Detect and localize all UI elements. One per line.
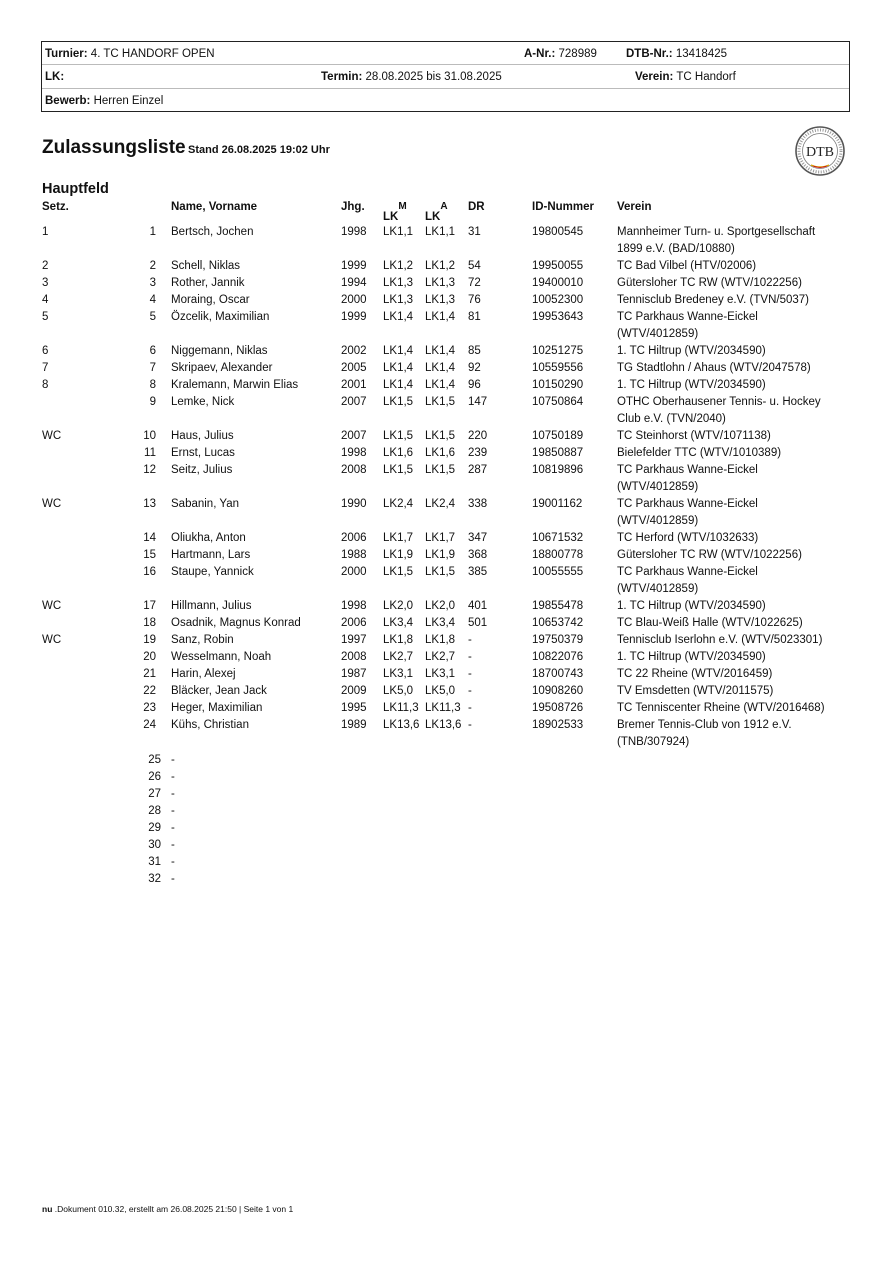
termin-field bbox=[321, 70, 502, 84]
cell-nr: 3 bbox=[149, 277, 156, 289]
cell-name: Lemke, Nick bbox=[171, 396, 235, 408]
cell-verein: Gütersloher TC RW (WTV/1022256) bbox=[617, 549, 802, 561]
cell-dr: 92 bbox=[468, 362, 481, 374]
cell-nr: 21 bbox=[143, 668, 156, 680]
cell-dr: 76 bbox=[468, 294, 481, 306]
cell-name: Hillmann, Julius bbox=[171, 600, 252, 612]
cell-lka: LK5,0 bbox=[425, 685, 456, 697]
cell-id: 18800778 bbox=[532, 549, 584, 561]
cell-id: 10671532 bbox=[532, 532, 584, 544]
cell-lka: LK1,5 bbox=[425, 464, 456, 476]
cell-name: Wesselmann, Noah bbox=[171, 651, 272, 663]
slot-placeholder: - bbox=[171, 805, 175, 817]
cell-name: Moraing, Oscar bbox=[171, 294, 250, 306]
cell-jhg: 2001 bbox=[341, 379, 367, 391]
col-header-dr: DR bbox=[468, 201, 485, 213]
cell-jhg: 2005 bbox=[341, 362, 367, 374]
cell-setz: 3 bbox=[42, 277, 49, 289]
cell-verein: TG Stadtlohn / Ahaus (WTV/2047578) bbox=[617, 362, 811, 374]
cell-lka: LK1,5 bbox=[425, 430, 456, 442]
lka-sup: A bbox=[440, 201, 448, 212]
cell-id: 19800545 bbox=[532, 226, 584, 238]
cell-dr: 385 bbox=[468, 566, 488, 578]
cell-jhg: 1989 bbox=[341, 719, 367, 731]
cell-verein: TV Emsdetten (WTV/2011575) bbox=[617, 685, 774, 697]
cell-lka: LK11,3 bbox=[425, 702, 461, 714]
cell-nr: 8 bbox=[149, 379, 156, 391]
cell-id: 10908260 bbox=[532, 685, 584, 697]
cell-lkm: LK2,0 bbox=[383, 600, 414, 612]
cell-nr: 2 bbox=[149, 260, 156, 272]
cell-dr: 368 bbox=[468, 549, 488, 561]
cell-jhg: 2002 bbox=[341, 345, 367, 357]
cell-dr: 401 bbox=[468, 600, 488, 612]
cell-verein: Tennisclub Iserlohn e.V. (WTV/5023301) bbox=[617, 634, 823, 646]
cell-dr: 347 bbox=[468, 532, 488, 544]
cell-setz: WC bbox=[42, 634, 62, 646]
cell-name: Özcelik, Maximilian bbox=[171, 311, 270, 323]
cell-nr: 23 bbox=[143, 702, 156, 714]
cell-name: Rother, Jannik bbox=[171, 277, 245, 289]
cell-setz: 6 bbox=[42, 345, 49, 357]
cell-lka: LK2,7 bbox=[425, 651, 456, 663]
cell-lkm: LK1,2 bbox=[383, 260, 414, 272]
turnier-value: 4. TC HANDORF OPEN bbox=[90, 48, 215, 60]
footer bbox=[42, 1204, 293, 1214]
cell-setz: 2 bbox=[42, 260, 49, 272]
cell-name: Haus, Julius bbox=[171, 430, 234, 442]
cell-id: 18700743 bbox=[532, 668, 584, 680]
cell-id: 19400010 bbox=[532, 277, 584, 289]
cell-setz: WC bbox=[42, 600, 62, 612]
cell-lkm: LK1,3 bbox=[383, 277, 414, 289]
slot-placeholder: - bbox=[171, 856, 175, 868]
cell-dr: - bbox=[468, 685, 472, 697]
cell-name: Ernst, Lucas bbox=[171, 447, 235, 459]
cell-verein: TC Parkhaus Wanne-Eickel bbox=[617, 566, 758, 578]
cell-nr: 4 bbox=[149, 294, 156, 306]
cell-lka: LK1,2 bbox=[425, 260, 456, 272]
lkm-sup: M bbox=[398, 201, 407, 212]
bewerb-field bbox=[45, 94, 163, 108]
cell-lka: LK1,1 bbox=[425, 226, 456, 238]
cell-name: Heger, Maximilian bbox=[171, 702, 263, 714]
cell-jhg: 2009 bbox=[341, 685, 367, 697]
cell-lkm: LK1,4 bbox=[383, 311, 414, 323]
cell-lka: LK1,4 bbox=[425, 362, 456, 374]
cell-setz: 4 bbox=[42, 294, 49, 306]
cell-lka: LK1,3 bbox=[425, 277, 456, 289]
slot-nr: 28 bbox=[148, 805, 161, 817]
cell-verein-line2: (WTV/4012859) bbox=[617, 328, 699, 340]
cell-jhg: 1987 bbox=[341, 668, 367, 680]
cell-nr: 6 bbox=[149, 345, 156, 357]
cell-dr: 287 bbox=[468, 464, 488, 476]
cell-lka: LK3,4 bbox=[425, 617, 456, 629]
cell-dr: - bbox=[468, 668, 472, 680]
cell-verein: 1. TC Hiltrup (WTV/2034590) bbox=[617, 379, 766, 391]
cell-setz: 1 bbox=[42, 226, 49, 238]
cell-lkm: LK2,4 bbox=[383, 498, 414, 510]
cell-id: 10052300 bbox=[532, 294, 584, 306]
cell-setz: WC bbox=[42, 498, 62, 510]
col-header-id: ID-Nummer bbox=[532, 201, 594, 213]
cell-lka: LK13,6 bbox=[425, 719, 462, 731]
cell-jhg: 1988 bbox=[341, 549, 367, 561]
cell-id: 19001162 bbox=[532, 498, 583, 510]
cell-name: Staupe, Yannick bbox=[171, 566, 254, 578]
cell-lkm: LK1,4 bbox=[383, 362, 414, 374]
cell-lkm: LK1,8 bbox=[383, 634, 414, 646]
cell-nr: 9 bbox=[149, 396, 156, 408]
cell-jhg: 1994 bbox=[341, 277, 367, 289]
cell-verein: TC Parkhaus Wanne-Eickel bbox=[617, 498, 758, 510]
cell-name: Hartmann, Lars bbox=[171, 549, 251, 561]
slot-nr: 25 bbox=[148, 754, 161, 766]
cell-nr: 24 bbox=[143, 719, 156, 731]
slot-nr: 31 bbox=[148, 856, 161, 868]
cell-lka: LK1,5 bbox=[425, 566, 456, 578]
cell-nr: 20 bbox=[143, 651, 156, 663]
cell-name: Skripaev, Alexander bbox=[171, 362, 273, 374]
cell-id: 10251275 bbox=[532, 345, 584, 357]
lk-label: LK: bbox=[45, 71, 65, 83]
cell-jhg: 2006 bbox=[341, 532, 367, 544]
cell-jhg: 1999 bbox=[341, 260, 367, 272]
cell-verein: Tennisclub Bredeney e.V. (TVN/5037) bbox=[617, 294, 809, 306]
turnier-label: Turnier: bbox=[45, 48, 88, 60]
footer-brand: nu bbox=[42, 1204, 53, 1214]
anr-value: 728989 bbox=[558, 48, 597, 60]
cell-lkm: LK3,1 bbox=[383, 668, 414, 680]
cell-name: Kühs, Christian bbox=[171, 719, 249, 731]
cell-id: 10055555 bbox=[532, 566, 584, 578]
col-header-verein: Verein bbox=[617, 201, 652, 213]
cell-lka: LK1,6 bbox=[425, 447, 456, 459]
cell-nr: 14 bbox=[143, 532, 156, 544]
cell-id: 10559556 bbox=[532, 362, 584, 374]
cell-verein: TC Parkhaus Wanne-Eickel bbox=[617, 311, 758, 323]
cell-verein: Bielefelder TTC (WTV/1010389) bbox=[617, 447, 782, 459]
cell-dr: 96 bbox=[468, 379, 481, 391]
slot-placeholder: - bbox=[171, 788, 175, 800]
cell-name: Oliukha, Anton bbox=[171, 532, 246, 544]
col-header-jhg: Jhg. bbox=[341, 201, 365, 213]
cell-lkm: LK11,3 bbox=[383, 702, 419, 714]
header-divider bbox=[42, 64, 849, 65]
cell-lkm: LK3,4 bbox=[383, 617, 414, 629]
col-header-name: Name, Vorname bbox=[171, 201, 258, 213]
cell-jhg: 1990 bbox=[341, 498, 367, 510]
cell-name: Bläcker, Jean Jack bbox=[171, 685, 267, 697]
slot-placeholder: - bbox=[171, 771, 175, 783]
header-divider bbox=[42, 88, 849, 89]
cell-name: Kralemann, Marwin Elias bbox=[171, 379, 299, 391]
cell-lkm: LK1,5 bbox=[383, 464, 414, 476]
cell-nr: 17 bbox=[143, 600, 156, 612]
page-title: Zulassungsliste bbox=[42, 137, 186, 158]
cell-dr: - bbox=[468, 651, 472, 663]
cell-lka: LK1,9 bbox=[425, 549, 456, 561]
slot-placeholder: - bbox=[171, 873, 175, 885]
cell-verein: 1. TC Hiltrup (WTV/2034590) bbox=[617, 345, 766, 357]
cell-jhg: 1997 bbox=[341, 634, 367, 646]
lk-field bbox=[45, 70, 64, 84]
cell-lka: LK1,5 bbox=[425, 396, 456, 408]
cell-lkm: LK1,4 bbox=[383, 345, 414, 357]
cell-id: 19750379 bbox=[532, 634, 584, 646]
cell-id: 10150290 bbox=[532, 379, 584, 391]
verein-value: TC Handorf bbox=[676, 71, 736, 83]
cell-lka: LK1,4 bbox=[425, 345, 456, 357]
cell-verein: TC Steinhorst (WTV/1071138) bbox=[617, 430, 771, 442]
slot-nr: 26 bbox=[148, 771, 161, 783]
cell-lka: LK2,4 bbox=[425, 498, 456, 510]
cell-nr: 12 bbox=[143, 464, 156, 476]
cell-name: Osadnik, Magnus Konrad bbox=[171, 617, 301, 629]
cell-verein: Gütersloher TC RW (WTV/1022256) bbox=[617, 277, 802, 289]
cell-verein: TC Herford (WTV/1032633) bbox=[617, 532, 759, 544]
cell-lkm: LK1,7 bbox=[383, 532, 414, 544]
cell-verein: Bremer Tennis-Club von 1912 e.V. bbox=[617, 719, 792, 731]
cell-dr: 338 bbox=[468, 498, 488, 510]
cell-id: 19953643 bbox=[532, 311, 584, 323]
cell-lkm: LK1,5 bbox=[383, 430, 414, 442]
dtb-logo-text: DTB bbox=[806, 145, 834, 160]
turnier-field bbox=[45, 47, 215, 61]
cell-nr: 1 bbox=[149, 226, 156, 238]
cell-nr: 13 bbox=[143, 498, 156, 510]
termin-label: Termin: bbox=[321, 71, 363, 83]
cell-dr: 54 bbox=[468, 260, 481, 272]
cell-jhg: 2007 bbox=[341, 396, 367, 408]
bewerb-value: Herren Einzel bbox=[93, 95, 164, 107]
cell-verein-line2: 1899 e.V. (BAD/10880) bbox=[617, 243, 735, 255]
cell-jhg: 1999 bbox=[341, 311, 367, 323]
cell-verein-line2: (WTV/4012859) bbox=[617, 481, 699, 493]
cell-setz: 5 bbox=[42, 311, 49, 323]
cell-lkm: LK13,6 bbox=[383, 719, 420, 731]
verein-field bbox=[635, 70, 736, 84]
cell-id: 19855478 bbox=[532, 600, 584, 612]
cell-name: Seitz, Julius bbox=[171, 464, 233, 476]
cell-verein: Mannheimer Turn- u. Sportgesellschaft bbox=[617, 226, 816, 238]
cell-lka: LK1,7 bbox=[425, 532, 456, 544]
termin-value: 28.08.2025 bis 31.08.2025 bbox=[365, 71, 502, 83]
cell-lkm: LK1,5 bbox=[383, 566, 414, 578]
cell-dr: 85 bbox=[468, 345, 481, 357]
cell-lka: LK2,0 bbox=[425, 600, 456, 612]
cell-lkm: LK2,7 bbox=[383, 651, 414, 663]
cell-lkm: LK1,1 bbox=[383, 226, 414, 238]
cell-id: 18902533 bbox=[532, 719, 584, 731]
cell-name: Sanz, Robin bbox=[171, 634, 234, 646]
col-header-lka bbox=[425, 201, 448, 223]
cell-setz: 8 bbox=[42, 379, 49, 391]
bewerb-label: Bewerb: bbox=[45, 95, 91, 107]
anr-field bbox=[524, 47, 597, 61]
cell-verein: TC Parkhaus Wanne-Eickel bbox=[617, 464, 758, 476]
cell-id: 10653742 bbox=[532, 617, 584, 629]
cell-lkm: LK5,0 bbox=[383, 685, 414, 697]
cell-lka: LK1,4 bbox=[425, 311, 456, 323]
cell-verein: TC Bad Vilbel (HTV/02006) bbox=[617, 260, 757, 272]
cell-verein: 1. TC Hiltrup (WTV/2034590) bbox=[617, 600, 766, 612]
cell-jhg: 1998 bbox=[341, 600, 367, 612]
cell-dr: 31 bbox=[468, 226, 481, 238]
cell-lkm: LK1,6 bbox=[383, 447, 414, 459]
cell-name: Schell, Niklas bbox=[171, 260, 241, 272]
cell-jhg: 2000 bbox=[341, 566, 367, 578]
slot-nr: 32 bbox=[148, 873, 161, 885]
cell-jhg: 2008 bbox=[341, 651, 367, 663]
cell-id: 19950055 bbox=[532, 260, 584, 272]
cell-lka: LK1,8 bbox=[425, 634, 456, 646]
lka-label: LK bbox=[425, 211, 441, 223]
cell-id: 10822076 bbox=[532, 651, 584, 663]
stand-timestamp: Stand 26.08.2025 19:02 Uhr bbox=[188, 144, 330, 156]
cell-verein: OTHC Oberhausener Tennis- u. Hockey bbox=[617, 396, 821, 408]
cell-nr: 19 bbox=[143, 634, 156, 646]
cell-name: Harin, Alexej bbox=[171, 668, 236, 680]
cell-dr: - bbox=[468, 702, 472, 714]
cell-lkm: LK1,5 bbox=[383, 396, 414, 408]
cell-id: 19850887 bbox=[532, 447, 584, 459]
cell-jhg: 1998 bbox=[341, 226, 367, 238]
dtbnr-label: DTB-Nr.: bbox=[626, 48, 673, 60]
cell-lkm: LK1,9 bbox=[383, 549, 414, 561]
cell-name: Niggemann, Niklas bbox=[171, 345, 268, 357]
slot-placeholder: - bbox=[171, 822, 175, 834]
cell-name: Sabanin, Yan bbox=[171, 498, 239, 510]
footer-text: .Dokument 010.32, erstellt am 26.08.2025 21:50 | Seite 1 von 1 bbox=[52, 1204, 294, 1214]
cell-lka: LK3,1 bbox=[425, 668, 456, 680]
cell-dr: 501 bbox=[468, 617, 488, 629]
cell-setz: 7 bbox=[42, 362, 49, 374]
cell-jhg: 2006 bbox=[341, 617, 367, 629]
dtb-logo-icon bbox=[787, 125, 853, 177]
cell-verein-line2: (TNB/307924) bbox=[617, 736, 690, 748]
col-header-setz: Setz. bbox=[42, 201, 69, 213]
cell-nr: 16 bbox=[143, 566, 156, 578]
cell-dr: - bbox=[468, 719, 472, 731]
cell-verein: TC Blau-Weiß Halle (WTV/1022625) bbox=[617, 617, 803, 629]
cell-nr: 15 bbox=[143, 549, 156, 561]
cell-dr: 239 bbox=[468, 447, 488, 459]
dtbnr-value: 13418425 bbox=[675, 48, 728, 60]
slot-nr: 29 bbox=[148, 822, 161, 834]
cell-nr: 5 bbox=[149, 311, 156, 323]
col-header-lkm bbox=[383, 201, 407, 223]
cell-jhg: 1995 bbox=[341, 702, 367, 714]
cell-verein-line2: Club e.V. (TVN/2040) bbox=[617, 413, 726, 425]
cell-dr: 220 bbox=[468, 430, 488, 442]
cell-dr: - bbox=[468, 634, 472, 646]
slot-nr: 27 bbox=[148, 788, 161, 800]
cell-verein: TC 22 Rheine (WTV/2016459) bbox=[617, 668, 773, 680]
slot-placeholder: - bbox=[171, 754, 175, 766]
cell-nr: 7 bbox=[149, 362, 156, 374]
cell-verein-line2: (WTV/4012859) bbox=[617, 583, 699, 595]
cell-id: 19508726 bbox=[532, 702, 584, 714]
cell-verein: TC Tenniscenter Rheine (WTV/2016468) bbox=[617, 702, 825, 714]
cell-dr: 72 bbox=[468, 277, 481, 289]
dtbnr-field bbox=[626, 47, 727, 61]
cell-jhg: 2007 bbox=[341, 430, 367, 442]
cell-lkm: LK1,3 bbox=[383, 294, 414, 306]
section-title: Hauptfeld bbox=[42, 181, 109, 197]
anr-label: A-Nr.: bbox=[524, 48, 556, 60]
cell-lka: LK1,3 bbox=[425, 294, 456, 306]
cell-setz: WC bbox=[42, 430, 62, 442]
slot-placeholder: - bbox=[171, 839, 175, 851]
cell-jhg: 1998 bbox=[341, 447, 367, 459]
lkm-label: LK bbox=[383, 211, 399, 223]
cell-dr: 81 bbox=[468, 311, 481, 323]
cell-jhg: 2008 bbox=[341, 464, 367, 476]
cell-lkm: LK1,4 bbox=[383, 379, 414, 391]
cell-nr: 10 bbox=[143, 430, 156, 442]
slot-nr: 30 bbox=[148, 839, 161, 851]
cell-id: 10750864 bbox=[532, 396, 584, 408]
cell-dr: 147 bbox=[468, 396, 488, 408]
cell-id: 10750189 bbox=[532, 430, 584, 442]
verein-label: Verein: bbox=[635, 71, 674, 83]
cell-id: 10819896 bbox=[532, 464, 584, 476]
cell-jhg: 2000 bbox=[341, 294, 367, 306]
cell-verein-line2: (WTV/4012859) bbox=[617, 515, 699, 527]
cell-name: Bertsch, Jochen bbox=[171, 226, 254, 238]
cell-lka: LK1,4 bbox=[425, 379, 456, 391]
cell-nr: 22 bbox=[143, 685, 156, 697]
cell-nr: 18 bbox=[143, 617, 156, 629]
cell-nr: 11 bbox=[144, 447, 156, 459]
cell-verein: 1. TC Hiltrup (WTV/2034590) bbox=[617, 651, 766, 663]
